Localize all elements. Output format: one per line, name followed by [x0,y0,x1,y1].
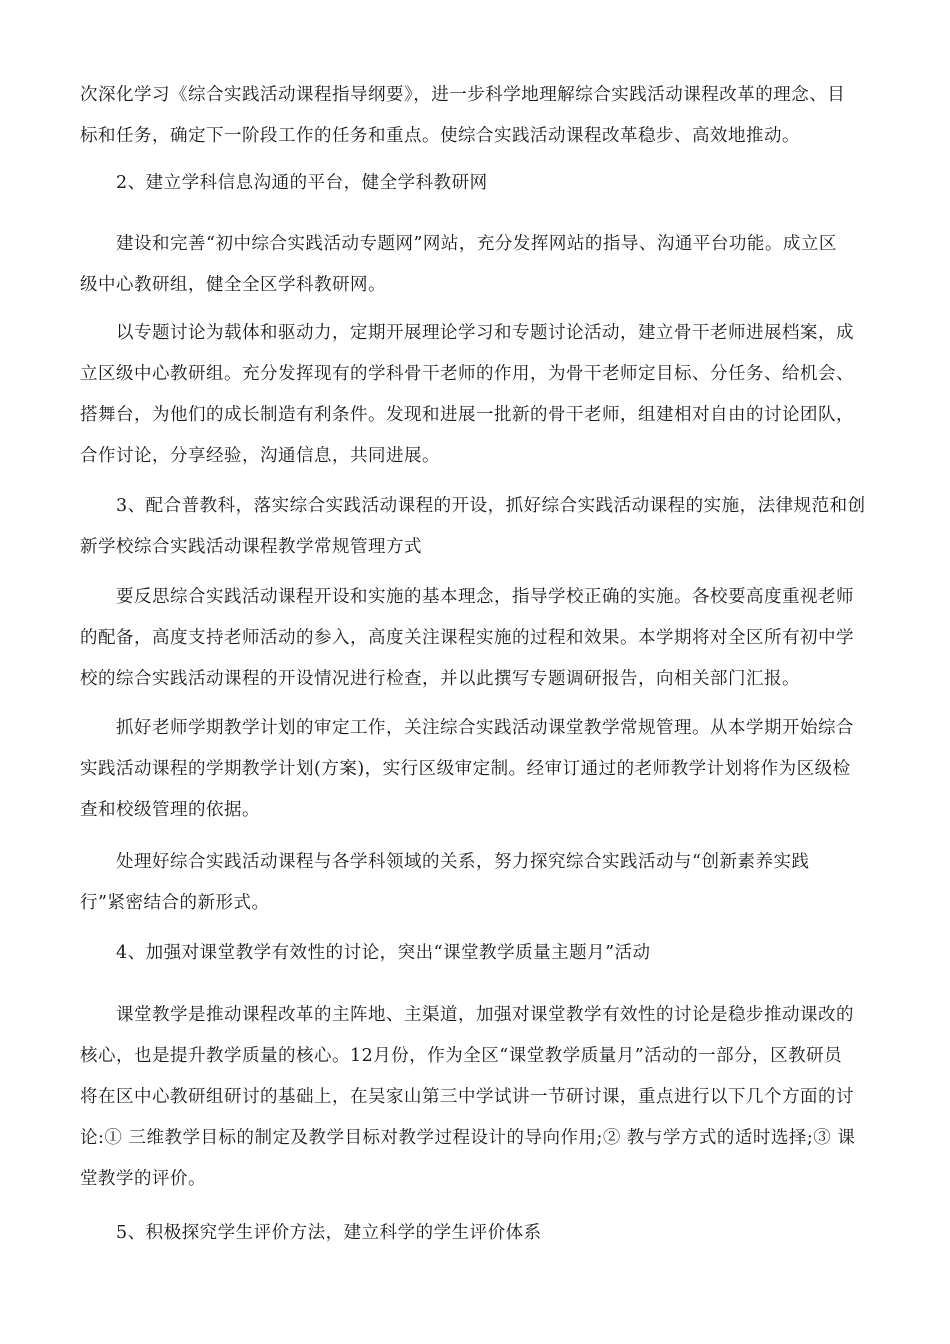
paragraph-website [80,224,870,306]
text-line: 堂教学的评价。 [80,1169,206,1189]
paragraph-innovation [80,842,870,924]
text-line: 校的综合实践活动课程的开设情况进行检查，并以此撰写专题调研报告，向相关部门汇报。 [80,669,800,689]
heading-text: 5、积极探究学生评价方法，建立科学的学生评价体系 [116,1223,542,1243]
section-heading-4 [80,933,870,974]
section-heading-3 [80,486,870,568]
heading-text: 新学校综合实践活动课程教学常规管理方式 [80,537,422,557]
text-line: 核心，也是提升教学质量的核心。12月份，作为全区“课堂教学质量月”活动的一部分，区教研员 [80,1046,843,1066]
text-line: 标和任务，确定下一阶段工作的任务和重点。使综合实践活动课程改革稳步、高效地推动。 [80,126,800,146]
paragraph-teaching-plan [80,708,870,831]
text-line: 抓好老师学期教学计划的审定工作，关注综合实践活动课堂教学常规管理。从本学期开始综合 [116,718,854,738]
text-line: 的配备，高度支持老师活动的参入，高度关注课程实施的过程和效果。本学期将对全区所有初中学 [80,628,854,648]
paragraph-intro-continuation [80,75,870,157]
heading-text: 4、加强对课堂教学有效性的讨论，突出“课堂教学质量主题月”活动 [116,943,651,963]
paragraph-backbone-teachers [80,313,870,477]
text-line: 行”紧密结合的新形式。 [80,893,270,913]
text-line: 查和校级管理的依据。 [80,800,260,820]
text-line: 合作讨论，分享经验，沟通信息，共同进展。 [80,446,440,466]
paragraph-classroom-teaching [80,995,870,1200]
text-line: 实践活动课程的学期教学计划(方案)，实行区级审定制。经审订通过的老师教学计划将作为区级检 [80,759,851,779]
text-line: 建设和完善“初中综合实践活动专题网”网站，充分发挥网站的指导、沟通平台功能。成立区 [116,234,837,254]
section-heading-5 [80,1213,870,1254]
paragraph-course-implementation [80,577,870,700]
text-line: 处理好综合实践活动课程与各学科领域的关系，努力探究综合实践活动与“创新素养实践 [116,852,810,872]
text-line: 论:① 三维教学目标的制定及教学目标对教学过程设计的导向作用;② 教与学方式的适时选择;③ 课 [80,1128,856,1148]
section-heading-2 [80,163,870,204]
text-line: 搭舞台，为他们的成长制造有利条件。发现和进展一批新的骨干老师，组建相对自由的讨论团队， [80,405,854,425]
text-line: 以专题讨论为载体和驱动力，定期开展理论学习和专题讨论活动，建立骨干老师进展档案，成 [116,323,854,343]
text-line: 级中心教研组，健全全区学科教研网。 [80,275,386,295]
text-line: 立区级中心教研组。充分发挥现有的学科骨干老师的作用，为骨干老师定目标、分任务、给机会、 [80,364,854,384]
heading-text: 3、配合普教科，落实综合实践活动课程的开设，抓好综合实践活动课程的实施，法律规范和创 [116,496,866,516]
heading-text: 2、建立学科信息沟通的平台，健全学科教研网 [116,173,488,193]
text-line: 要反思综合实践活动课程开设和实施的基本理念，指导学校正确的实施。各校要高度重视老师 [116,587,854,607]
text-line: 课堂教学是推动课程改革的主阵地、主渠道，加强对课堂教学有效性的讨论是稳步推动课改的 [116,1005,854,1025]
text-line: 次深化学习《综合实践活动课程指导纲要》，进一步科学地理解综合实践活动课程改革的理念、目 [80,85,846,105]
text-line: 将在区中心教研组研讨的基础上，在吴家山第三中学试讲一节研讨课，重点进行以下几个方面的讨 [80,1087,854,1107]
